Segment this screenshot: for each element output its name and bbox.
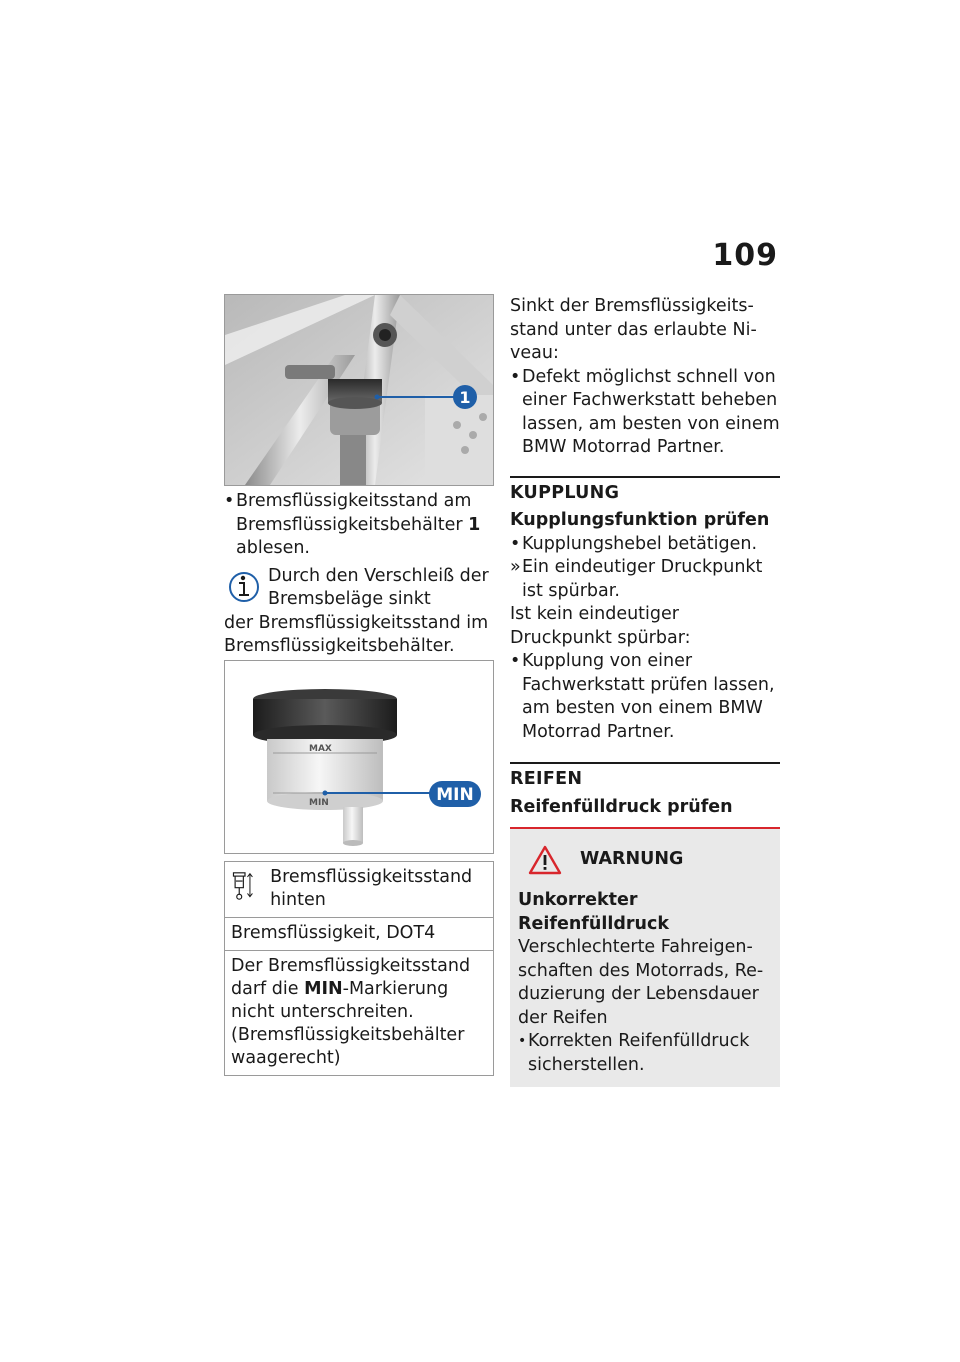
spec-fluid-row: Bremsflüssigkeit, DOT4 [225, 918, 493, 951]
section-title-kupplung: KUPPLUNG [510, 482, 620, 503]
action-repair: • Defekt möglichst schnell von einer Fachwerkstatt beheben lassen, am besten von einem BMW Motorrad Partner. [510, 366, 780, 460]
warning-text: Verschlechterte Fahreigenschaften des Motorrads, Reduzierung der Lebensdauer der Reifen [518, 937, 764, 1028]
warning-label: WARNUNG [580, 849, 684, 870]
reservoir-photo-illustration [225, 295, 493, 485]
warning-action: • Korrekten Reifenfülldruck sicherstellen. [518, 1030, 772, 1077]
read-level-step: • Bremsflüssigkeitsstand am Bremsflüssigkeitsbehälter 1 ablesen. [224, 490, 492, 561]
info-note-rest: der Bremsflüssigkeitsstand im Bremsflüssigkeitsbehälter. [224, 612, 489, 656]
clutch-result: » Ein eindeutiger Druckpunkt ist spürbar. [510, 556, 780, 603]
action-clutch-check: • Kupplung von einer Fachwerkstatt prüfen lassen, am besten von einem BMW Motorrad Partner. [510, 650, 780, 744]
section-rule-reifen [510, 762, 780, 764]
spec-title: Bremsflüssigkeitsstand hinten [270, 867, 473, 910]
clutch-step: • Kupplungshebel betätigen. [510, 533, 780, 557]
subsection-title-tire-pressure: Reifenfülldruck prüfen [510, 796, 733, 817]
warning-triangle-icon [528, 845, 562, 875]
warning-header [518, 845, 772, 875]
reservoir-callout-1: 1 [459, 388, 471, 407]
min-mark-label: MIN [309, 798, 329, 808]
section-title-reifen: REIFEN [510, 769, 583, 789]
reservoir-level-photo [224, 660, 494, 854]
max-mark-label: MAX [309, 744, 332, 754]
spec-header-row [225, 862, 493, 918]
page-number: 109 [712, 238, 778, 273]
info-icon [226, 567, 262, 603]
info-note-first: Durch den Verschleiß der Bremsbeläge sinkt [268, 565, 489, 609]
reservoir-photo [224, 294, 494, 486]
spec-desc-row: Der Bremsflüssigkeitsstand darf die MIN-Markierung nicht unterschreiten. (Bremsflüssigkeitsbehälter waagerecht) [231, 956, 471, 1068]
right-column [510, 295, 780, 1087]
reservoir-level-illustration [225, 661, 493, 853]
warning-box [510, 827, 780, 1087]
left-column [224, 490, 492, 659]
condition-low-level: Sinkt der Bremsflüssigkeitsstand unter das erlaubte Niveau: [510, 296, 757, 363]
spec-table [224, 861, 494, 1076]
min-callout: MIN [436, 785, 474, 805]
info-note [224, 565, 492, 659]
section-rule-kupplung [510, 476, 780, 478]
subsection-title-clutch-check: Kupplungsfunktion prüfen [510, 510, 770, 530]
fluid-level-icon [231, 866, 254, 906]
condition-no-pressure-point: Ist kein eindeutiger Druckpunkt spürbar: [510, 604, 691, 648]
warning-title: Unkorrekter Reifenfülldruck [518, 890, 669, 934]
